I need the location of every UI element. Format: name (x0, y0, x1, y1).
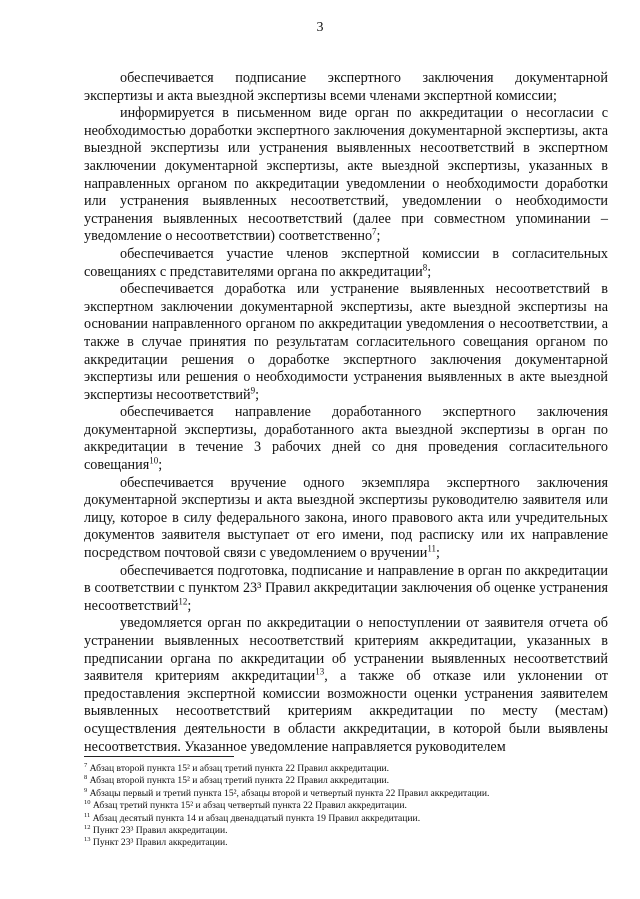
footnote: $^9$ Абзацы первый и третий пункта 15², абзацы второй и четвертый пункта 22 Правил аккредитации. (84, 786, 490, 799)
paragraph: обеспечивается направление доработанного экспертного заключения документарной экспертизы, доработанного акта выездной экспертизы в орган по аккредитации в течение 3 рабочих дней со дня проведения согласительного совещания$^{10}$; (84, 404, 608, 474)
footnote-ref[interactable]: 7 (372, 226, 377, 237)
paragraph: обеспечивается подписание экспертного заключения документарной экспертизы и акта выездной экспертизы всеми членами экспертной комиссии; (84, 70, 608, 104)
footnote-ref[interactable]: 10 (149, 455, 159, 466)
page-number: 3 (316, 20, 324, 35)
paragraph: обеспечивается участие членов экспертной комиссии в согласительных совещаниях с представителями органа по аккредитации$^8$; (84, 245, 608, 280)
paragraph: уведомляется орган по аккредитации о непоступлении от заявителя отчета об устранении выявленных несоответствий критериям аккредитации, указанных в предписании органа по аккредитации об устранении выявленных несоответствий заявителя критериям аккредитации$^{13}$, а также об отказе или уклонении от предоставления экспертной комиссии возможности оценки устранения заявителем выявленных несоответствий критериям аккредитации по месту (местам) осуществления деятельности в области аккредитации, в которой были выявлены несоответствия. Указанное уведомление направляется руководителем (84, 615, 608, 755)
footnote-ref[interactable]: 9 (250, 384, 256, 395)
footnote: $^{12}$ Пункт 23³ Правил аккредитации. (84, 823, 228, 837)
footnote: $^8$ Абзац второй пункта 15² и абзац третий пункта 22 Правил аккредитации. (84, 774, 390, 787)
footnote: $^{13}$ Пункт 23³ Правил аккредитации. (84, 836, 228, 849)
paragraph: обеспечивается вручение одного экземпляра экспертного заключения документарной экспертизы и акта выездной экспертизы руководителю заявителя или лицу, которое в силу федерального закона, иного правового акта или учредительных документов заявителя выступает от его имени, под расписку или их направление посредством почтовой связи с уведомлением о вручении$^{11}$; (84, 474, 608, 562)
footnote-ref[interactable]: 11 (427, 543, 436, 554)
paragraph: информируется в письменном виде орган по аккредитации о несогласии с необходимостью доработки экспертного заключения документарной экспертизы, акта выездной экспертизы или устранения выявленных несоответствий в экспертном заключении документарной экспертизы, акте выездной экспертизы, указанных в направленных органом по аккредитации уведомлении о необходимости доработки или устранения выявленных несоответствий, уведомлении о необходимости устранения выявленных несоответствий (далее при совместном упоминании – уведомление о несоответствии) соответственно$^7$; (84, 105, 608, 245)
footnotes (84, 763, 608, 850)
paragraph: обеспечивается доработка или устранение выявленных несоответствий в экспертном заключении документарной экспертизы, акте выездной экспертизы на основании направленного органом по аккредитации уведомления о несоответствии, а также в случае принятия по результатам согласительного совещания органом по аккредитации решения о доработке экспертного заключения документарной экспертизы или решения о необходимости устранения выявленных в акте выездной экспертизы несоответствий$^9$; (84, 281, 608, 403)
footnote-ref[interactable]: 13 (315, 666, 325, 677)
paragraph: обеспечивается подготовка, подписание и направление в орган по аккредитации в соответствии с пунктом 23³ Правил аккредитации заключения об оценке устранения несоответствий$^{12}$; (84, 562, 608, 614)
footnote: $^{11}$ Абзац десятый пункта 14 и абзац двенадцатый пункта 19 Правил аккредитации. (84, 811, 421, 824)
footnote: $^7$ Абзац второй пункта 15² и абзац третий пункта 22 Правил аккредитации. (84, 761, 390, 774)
footnote-divider (84, 756, 234, 757)
footnote: $^{10}$ Абзац третий пункта 15² и абзац четвертый пункта 22 Правил аккредитации. (84, 799, 407, 812)
footnote-ref[interactable]: 8 (422, 261, 428, 272)
document-body (84, 70, 608, 756)
footnote-ref[interactable]: 12 (178, 596, 188, 607)
